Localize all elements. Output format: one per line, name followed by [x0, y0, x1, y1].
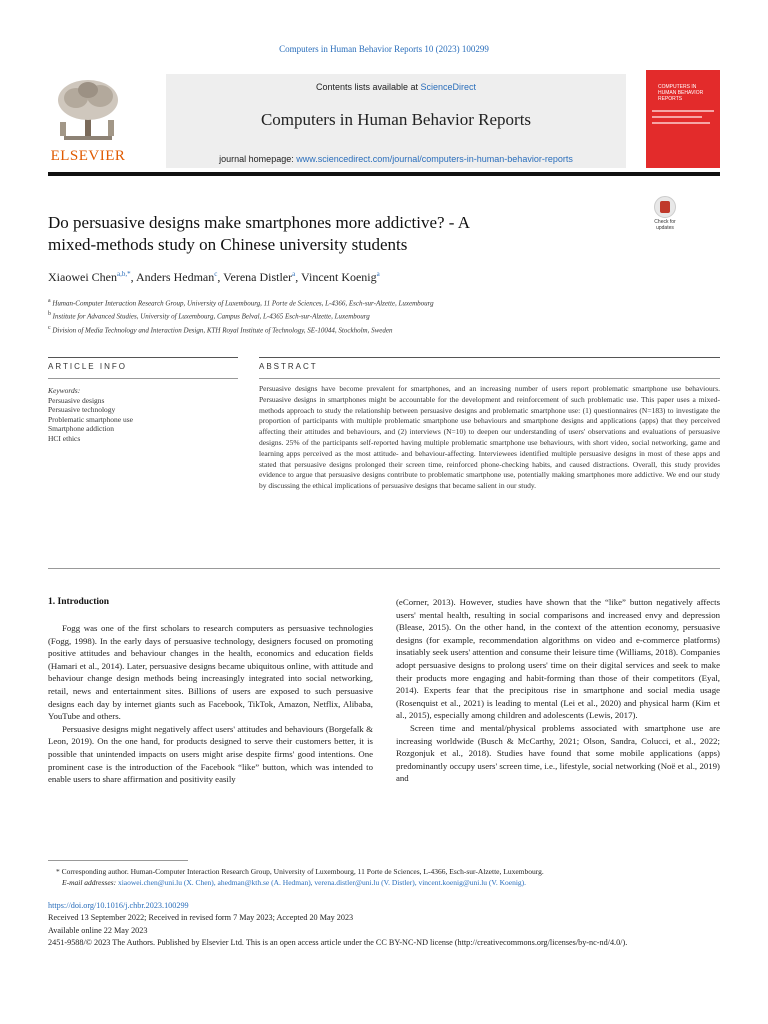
- check-for-updates-button[interactable]: [648, 196, 682, 232]
- affiliation-text: Division of Media Technology and Interaction Design, KTH Royal Institute of Technology, SE-10044, Stockholm, Sweden: [52, 325, 393, 334]
- journal-title: Computers in Human Behavior Reports: [260, 110, 532, 129]
- author-affil-marker[interactable]: a: [376, 270, 380, 278]
- corresponding-author-note: * Corresponding author. Human-Computer Interaction Research Group, University of Luxembourg, 11 Porte de Sciences, L-4366, Esch-sur-Alzette, Luxembourg.: [56, 867, 544, 876]
- check-updates-icon: [654, 196, 676, 218]
- author-name[interactable]: Verena Distler: [223, 270, 293, 284]
- keyword: Persuasive designs: [48, 395, 105, 405]
- author-affil-marker[interactable]: c: [214, 270, 218, 278]
- available-online: Available online 22 May 2023: [48, 925, 148, 935]
- paper-title: [48, 212, 608, 256]
- author-name[interactable]: Xiaowei Chen: [48, 270, 117, 284]
- publication-info: [48, 900, 720, 950]
- cover-stripe: [652, 122, 710, 124]
- journal-reference[interactable]: Computers in Human Behavior Reports 10 (2023) 100299: [279, 44, 489, 54]
- keyword: Problematic smartphone use: [48, 414, 133, 424]
- article-info-rule-top: [48, 357, 238, 358]
- keyword: Smartphone addiction: [48, 424, 115, 433]
- received-dates: Received 13 September 2022; Received in revised form 7 May 2023; Accepted 20 May 2023: [48, 913, 354, 923]
- affiliation-text: Institute for Advanced Studies, University of Luxembourg, Campus Belval, L-4365 Esch-sur-Alzette, Luxembourg: [52, 312, 370, 321]
- journal-homepage-link[interactable]: www.sciencedirect.com/journal/computers-in-human-behavior-reports: [296, 154, 573, 164]
- journal-header-band: [166, 74, 626, 168]
- abstract-rule: [259, 378, 720, 379]
- email-addresses: [48, 877, 720, 890]
- article-info-heading: ARTICLE INFO: [48, 362, 127, 371]
- sciencedirect-link[interactable]: ScienceDirect: [420, 82, 477, 92]
- journal-cover-thumbnail[interactable]: [646, 70, 720, 168]
- affiliation: [48, 309, 434, 322]
- affiliation-marker: c: [48, 324, 51, 331]
- elsevier-wordmark: ELSEVIER: [50, 148, 126, 164]
- affiliation-marker: b: [48, 311, 51, 318]
- abstract-rule-top: [259, 357, 720, 358]
- contents-prefix: Contents lists available at: [315, 82, 421, 92]
- footnote-rule: [48, 860, 188, 861]
- author-separator: ,: [295, 270, 302, 284]
- license-statement: 2451-9588/© 2023 The Authors. Published by Elsevier Ltd. This is an open access article under the CC BY-NC-ND license (http://creativecommons.org/licenses/by-nc-nd/4.0/).: [48, 938, 628, 948]
- paper-title-line: mixed-methods study on Chinese university students: [48, 235, 408, 254]
- email-label: E-mail addresses:: [62, 877, 117, 887]
- author-list: [48, 270, 380, 285]
- affiliation: [48, 323, 434, 336]
- keywords-block: [48, 386, 133, 443]
- journal-masthead: [48, 70, 720, 170]
- abstract-heading: ABSTRACT: [259, 362, 318, 371]
- keywords-title: Keywords:: [48, 386, 81, 395]
- affiliation-text: Human-Computer Interaction Research Group, University of Luxembourg, 11 Porte de Sciences, L-4366, Esch-sur-Alzette, Luxembourg: [52, 299, 434, 308]
- cover-stripe: [652, 116, 702, 118]
- author-separator: ,: [217, 270, 224, 284]
- footnotes: [48, 866, 720, 889]
- journal-cover-title: COMPUTERS IN HUMAN BEHAVIOR REPORTS: [658, 84, 704, 102]
- bookmark-icon: [660, 201, 670, 213]
- affiliations: [48, 296, 434, 336]
- email-links[interactable]: xiaowei.chen@uni.lu (X. Chen), ahedman@kth.se (A. Hedman), verena.distler@uni.lu (V. Distler), vincent.koenig@uni.lu (V. Koenig).: [117, 877, 527, 887]
- affiliation: [48, 296, 434, 309]
- elsevier-tree-icon: [54, 76, 122, 142]
- cover-stripe: [652, 110, 714, 112]
- doi-link[interactable]: https://doi.org/10.1016/j.chbr.2023.100299: [48, 901, 189, 910]
- contents-lists-line: [166, 82, 626, 92]
- right-column: [396, 596, 720, 785]
- author-name[interactable]: Anders Hedman: [135, 270, 215, 284]
- abstract-text: Persuasive designs have become prevalent for smartphones, and an increasing number of users report problematic smartphone use behaviours. Persuasive designs in smartphones might be accountable for the development and reinforcement of such problematic use. This paper uses a mixed-methods approach to study the relationship between persuasive designs and problematic smartphone use: (1) questionnaires (N=183) to investigate the proportion of participants with multiple problematic smartphone use behaviours and smartphone designs and applications (apps) that they perceived affecting their attitudes and behaviours, and (2) interviews (N=10) to deepen our understanding of users' observations and evaluations of persuasive designs. 25% of the participants self-reported having multiple problematic smartphone use behaviours, with short video, social networking, game and learning apps perceived as the most attitude- and behaviour-affecting. Interviewees identified multiple persuasive designs in most of these apps and stated that persuasive designs prolonged their screen time, reinforced phone-checking habits, and caused distractions. Overall, this study provides evidence to argue that persuasive designs contribute to problematic smartphone use, potentially making smartphones more addictive. We end our study by discussing the ethical implications of persuasive designs that became salient in our study.: [259, 384, 720, 491]
- affiliation-marker: a: [48, 298, 51, 304]
- keyword: HCI ethics: [48, 433, 81, 443]
- journal-homepage-line: [166, 154, 626, 164]
- paragraph: (eCorner, 2013). However, studies have shown that the “like” button negatively affects users' mental health, resulting in social comparisons and increased envy and depression (Blease, 2015). On the other hand, in the context of the attention economy, persuasive designs (for example, recommendation algorithms on video and e-commerce platforms) insatiably seek users' attention and consume their leisure time (Williams, 2018). Companies adopt persuasive designs to prolong users' time on their digital services and seek to make their products more engaging and habit-forming than those of their competitors (Eyal, 2014). Experts fear that the precipitous rise in smartphone and social media usage (Rosenquist et al., 2021) is leading to mental (Lei et al., 2020) and physical harm (Kim et al., 2015), especially among children and adolescents (Lewis, 2017).: [396, 597, 720, 721]
- section-heading-introduction: 1. Introduction: [48, 597, 110, 607]
- left-column: [48, 622, 373, 786]
- paragraph: Persuasive designs might negatively affect users' attitudes and behaviours (Borgefalk & Leon, 2019). On the one hand, for products designed to serve their customers better, it is possible that unintended impacts on users might arise despite firms' good intentions. One prominent case is the introduction of the Facebook “like” button, which was intended to enable users to share affirmation and positivity easily: [48, 723, 373, 785]
- author-affil-marker[interactable]: a: [292, 270, 296, 278]
- paper-title-line: Do persuasive designs make smartphones more addictive? - A: [48, 213, 471, 232]
- article-info-rule: [48, 378, 238, 379]
- paragraph: Fogg was one of the first scholars to research computers as persuasive technologies (Fogg, 1998). In the early days of persuasive technology, designers focused on promoting positive attitudes and behaviour changes in the health, economics and education fields (Hamari et al., 2014). Later, persuasive designs became ubiquitous online, with attitude and behaviour change design methods being increasingly integrated into social networking, retail, news and entertainment sites. Billions of users are exposed to such persuasive designs each day by internet giants such as Facebook, TikTok, Amazon, Netflix, Alibaba, YouTube and others.: [48, 623, 373, 722]
- keyword: Persuasive technology: [48, 405, 116, 414]
- author-name[interactable]: Vincent Koenig: [301, 270, 377, 284]
- check-updates-label: Check for updates: [654, 219, 676, 231]
- author-affil-marker[interactable]: a,b,*: [116, 270, 131, 278]
- paragraph: Screen time and mental/physical problems associated with smartphone use are increasing worldwide (Busch & McCarthy, 2021; Olson, Sandra, Colucci, et al., 2022; Rozgonjuk et al., 2018). Studies have found that some mobile applications (apps) predominantly occupy users' screen time, i.e., lifestyle, social networking (Noë et al., 2019) and: [396, 722, 720, 784]
- abstract-rule-bottom: [48, 568, 720, 569]
- elsevier-logo: [48, 70, 128, 166]
- header-rule: [48, 172, 720, 176]
- homepage-prefix: journal homepage:: [219, 154, 297, 164]
- author-separator: ,: [130, 270, 136, 284]
